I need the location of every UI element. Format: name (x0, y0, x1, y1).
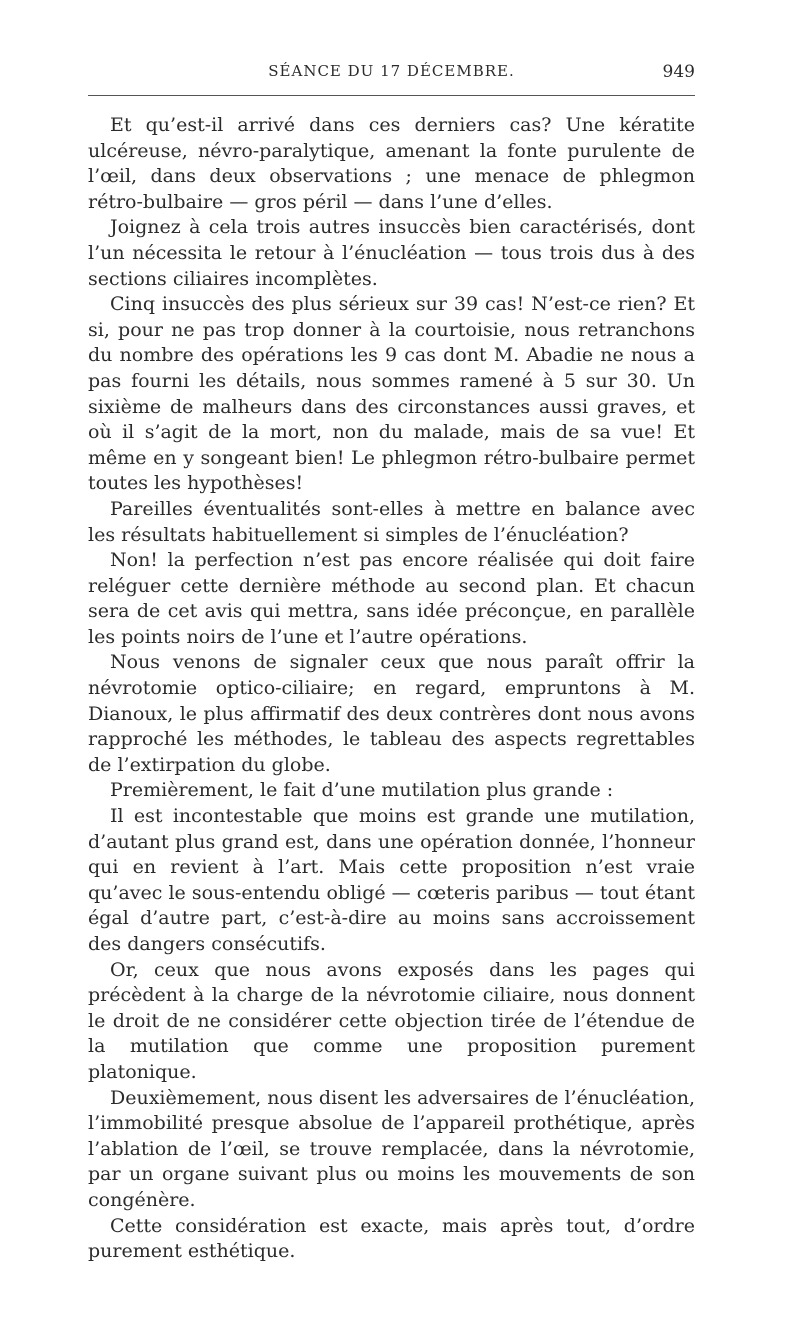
header-rule (88, 95, 695, 96)
paragraph: Et qu’est-il arrivé dans ces derniers cas? Une kératite ulcéreuse, névro-paralytique, amenant la fonte purulente de l’œil, dans deux observations ; une menace de phlegmon rétro-bulbaire — gros péril — dans l’une d’elles. (88, 114, 695, 213)
paragraph: Il est incontestable que moins est grande une mutilation, d’autant plus grand est, dans une opération donnée, l’honneur qui en revient à l’art. Mais cette proposition n’est vraie qu’avec le sous-entendu obligé — cœteris paribus — tout étant égal d’autre part, c’est-à-dire au moins sans accroissement des dangers consécutifs. (88, 805, 695, 955)
paragraph: Pareilles éventualités sont-elles à mettre en balance avec les résultats habituellement si simples de l’énucléation? (88, 497, 695, 546)
header-title: SÉANCE DU 17 DÉCEMBRE. (268, 62, 515, 80)
paragraph: Premièrement, le fait d’une mutilation plus grande : (110, 779, 614, 802)
paragraph: Nous venons de signaler ceux que nous paraît offrir la névrotomie optico-ciliaire; en regard, empruntons à M. Dianoux, le plus affirmatif des deux contrères dont nous avons rapproché les méthodes, le tableau des aspects regrettables de l’extirpation du globe. (88, 651, 695, 776)
body-text (88, 113, 695, 1265)
paragraph: Joignez à cela trois autres insuccès bien caractérisés, dont l’un nécessita le retour à l’énucléation — tous trois dus à des sections ciliaires incomplètes. (88, 216, 695, 290)
paragraph: Deuxièmement, nous disent les adversaires de l’énucléation, l’immobilité presque absolue de l’appareil prothétique, après l’ablation de l’œil, se trouve remplacée, dans la névrotomie, par un organe suivant plus ou moins les mouvements de son congénère. (88, 1086, 696, 1211)
paragraph: Cinq insuccès des plus sérieux sur 39 cas! N’est-ce rien? Et si, pour ne pas trop donner à la courtoisie, nous retranchons du nombre des opérations les 9 cas dont M. Abadie ne nous a pas fourni les détails, nous sommes ramené à 5 sur 30. Un sixième de malheurs dans des circonstances aussi graves, et où il s’agit de la mort, non du malade, mais de sa vue! Et même en y songeant bien! Le phlegmon rétro-bulbaire permet toutes les hypothèses! (88, 293, 695, 495)
page-number: 949 (662, 62, 695, 82)
paragraph: Or, ceux que nous avons exposés dans les pages qui précèdent à la charge de la névrotomie ciliaire, nous donnent le droit de ne considérer cette objection tirée de l’étendue de la mutilation que comme une proposition purement platonique. (88, 958, 695, 1083)
paragraph: Cette considération est exacte, mais après tout, d’ordre purement esthétique. (88, 1214, 695, 1263)
paragraph: Non! la perfection n’est pas encore réalisée qui doit faire reléguer cette dernière méthode au second plan. Et chacun sera de cet avis qui mettra, sans idée préconçue, en parallèle les points noirs de l’une et l’autre opérations. (88, 549, 695, 648)
running-header (88, 62, 695, 90)
